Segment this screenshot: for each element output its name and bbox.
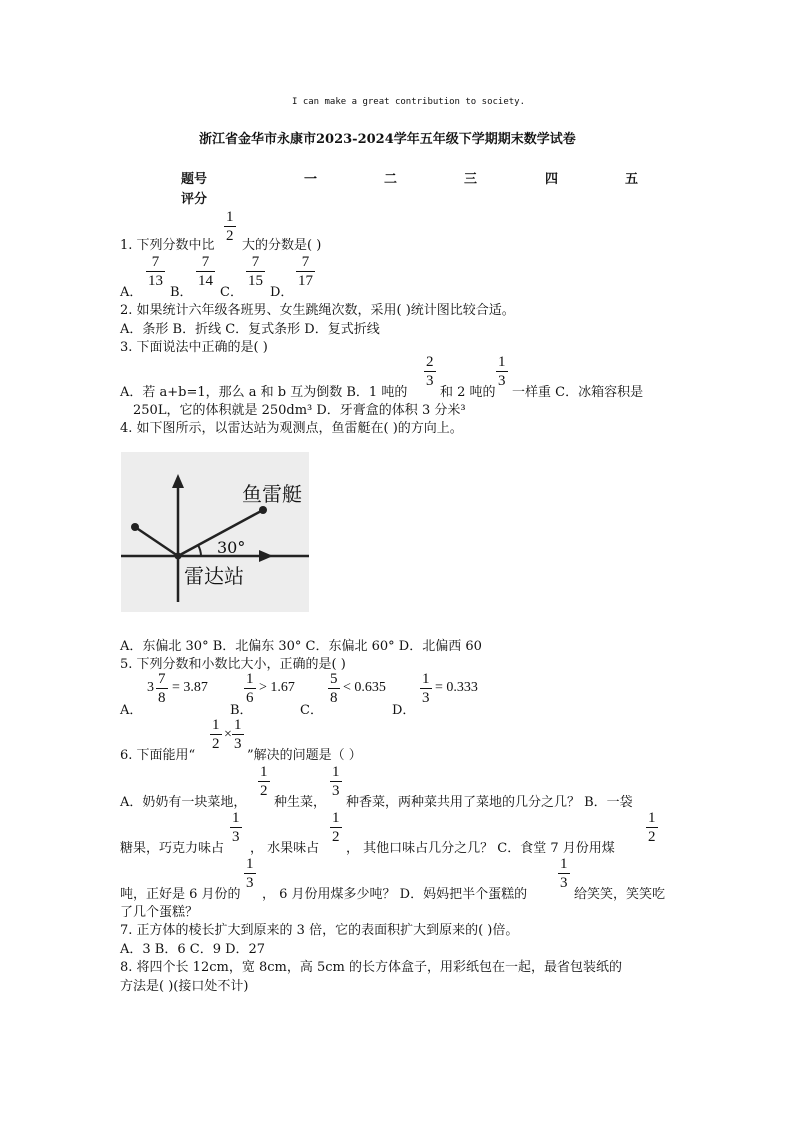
- q6-stem-b: ”解决的问题是（ ）: [247, 748, 362, 763]
- q1-option-d-fraction: $\frac{7}{17}$: [298, 254, 313, 289]
- q6-line2-fraction-half-end: $\frac{1}{2}$: [648, 810, 656, 845]
- q6-expr-fraction-half: $\frac{1}{2}$: [212, 717, 220, 752]
- q5-option-c-fraction: $\frac{5}{8}$: [330, 671, 338, 706]
- q6-line2-fraction-half: $\frac{1}{2}$: [332, 810, 340, 845]
- second-ray: [135, 527, 178, 556]
- origin-label: 雷达站: [184, 564, 244, 588]
- score-table-col-5: 五: [625, 172, 639, 187]
- score-table-col-3: 三: [464, 172, 478, 187]
- q6-line1-fraction-half: $\frac{1}{2}$: [260, 764, 268, 799]
- q3-fraction-two-thirds: $\frac{2}{3}$: [426, 354, 434, 389]
- q6-line3-fraction-third: $\frac{1}{3}$: [246, 856, 254, 891]
- q5-option-a-fraction: $\frac{7}{8}$: [158, 671, 166, 706]
- q8-line1: 8. 将四个长 12cm，宽 8cm，高 5cm 的长方体盒子，用彩纸包在一起，最省包装纸的: [120, 960, 622, 975]
- q7-stem: 7. 正方体的棱长扩大到原来的 3 倍，它的表面积扩大到原来的( )倍。: [120, 923, 519, 938]
- q4-radar-figure: [121, 452, 309, 612]
- score-table-row2-header: 评分: [181, 192, 208, 207]
- q2-stem: 2. 如果统计六年级各班男、女生跳绳次数，采用( )统计图比较合适。: [120, 303, 515, 318]
- score-table-col-2: 二: [384, 172, 398, 187]
- q5-stem: 5. 下列分数和小数比大小，正确的是( ): [120, 657, 346, 672]
- radar-origin-point: [175, 553, 182, 560]
- q6-line1-c: 种香菜，两种菜共用了菜地的几分之几？ B．一袋: [346, 795, 633, 810]
- q1-option-label-d: D．: [270, 285, 294, 300]
- q1-option-a-fraction: $\frac{7}{13}$: [148, 254, 163, 289]
- score-table-col-4: 四: [545, 172, 559, 187]
- angle-arc: [198, 545, 201, 556]
- target-label: 鱼雷艇: [242, 482, 302, 506]
- q3-line1-a: A．若 a+b=1，那么 a 和 b 互为倒数 B．1 吨的: [120, 385, 408, 400]
- q5-option-label-d: D．: [392, 703, 416, 718]
- north-arrow-icon: [172, 474, 184, 488]
- q1-option-label-b: B．: [170, 285, 193, 300]
- q5-option-a-whole: 3: [147, 680, 154, 695]
- angle-label: 30°: [217, 538, 246, 557]
- q6-line2-a: 糖果，巧克力味占: [120, 841, 225, 856]
- q3-line2: 250L，它的体积就是 250dm³ D．牙膏盒的体积 3 分米³: [133, 403, 466, 418]
- q1-option-label-c: C．: [220, 285, 243, 300]
- q6-line3-b: ， 6 月份用煤多少吨？ D．妈妈把半个蛋糕的: [262, 887, 528, 902]
- q5-option-c-relation: < 0.635: [343, 680, 386, 695]
- score-table-col-1: 一: [304, 172, 318, 187]
- east-arrow-icon: [259, 550, 273, 562]
- second-point: [131, 523, 139, 531]
- q6-stem-a: 6. 下面能用“: [120, 748, 196, 763]
- q6-line2-c: ， 其他口味占几分之几？ C．食堂 7 月份用煤: [346, 841, 615, 856]
- q4-options: A．东偏北 30° B．北偏东 30° C．东偏北 60° D．北偏西 60: [120, 639, 482, 654]
- q6-line1-b: 种生菜，: [274, 795, 327, 810]
- q1-option-c-fraction: $\frac{7}{15}$: [248, 254, 263, 289]
- q4-direction-diagram: [121, 452, 309, 612]
- q5-option-d-fraction: $\frac{1}{3}$: [422, 671, 430, 706]
- q1-option-label-a: A．: [120, 285, 143, 300]
- q1-option-b-fraction: $\frac{7}{14}$: [198, 254, 213, 289]
- q2-options: A．条形 B．折线 C．复式条形 D．复式折线: [120, 322, 380, 337]
- q8-line2: 方法是( )(接口处不计): [120, 979, 249, 994]
- q6-line2-b: ， 水果味占: [250, 841, 320, 856]
- q1-stem-b: 大的分数是( ): [242, 238, 322, 253]
- q5-option-d-relation: = 0.333: [435, 680, 478, 695]
- score-table-row-header: 题号: [181, 172, 208, 187]
- q5-option-b-relation: > 1.67: [259, 680, 295, 695]
- q5-option-label-a: A．: [120, 703, 143, 718]
- q6-line2-fraction-third: $\frac{1}{3}$: [232, 810, 240, 845]
- q6-line3-fraction-third-b: $\frac{1}{3}$: [560, 856, 568, 891]
- q3-stem: 3. 下面说法中正确的是( ): [120, 340, 268, 355]
- header-motto: I can make a great contribution to society.: [292, 97, 525, 107]
- q1-fraction-half: $\frac{1}{2}$: [226, 209, 234, 244]
- q3-fraction-one-third: $\frac{1}{3}$: [498, 354, 506, 389]
- q6-line3-a: 吨，正好是 6 月份的: [120, 887, 241, 902]
- q3-line1-b: 和 2 吨的: [440, 385, 496, 400]
- q5-option-label-c: C．: [300, 703, 323, 718]
- q6-line1-fraction-third: $\frac{1}{3}$: [332, 764, 340, 799]
- q6-line1-a: A．奶奶有一块菜地，: [120, 795, 247, 810]
- page-title: 浙江省金华市永康市2023-2024学年五年级下学期期末数学试卷: [199, 132, 576, 147]
- q6-line4: 了几个蛋糕？: [120, 905, 199, 920]
- q6-line3-c: 给笑笑，笑笑吃: [574, 887, 666, 902]
- q6-expr-fraction-third: $\frac{1}{3}$: [234, 717, 242, 752]
- q5-option-a-relation: = 3.87: [172, 680, 208, 695]
- q6-expr-times: ×: [224, 727, 232, 742]
- q1-stem-a: 1. 下列分数中比: [120, 238, 215, 253]
- q7-options: A．3 B．6 C．9 D．27: [120, 942, 266, 957]
- q4-stem: 4. 如下图所示，以雷达站为观测点，鱼雷艇在( )的方向上。: [120, 421, 463, 436]
- q5-option-label-b: B．: [230, 703, 253, 718]
- q3-line1-c: 一样重 C．冰箱容积是: [512, 385, 644, 400]
- torpedo-boat-point: [259, 506, 267, 514]
- q5-option-b-fraction: $\frac{1}{6}$: [246, 671, 254, 706]
